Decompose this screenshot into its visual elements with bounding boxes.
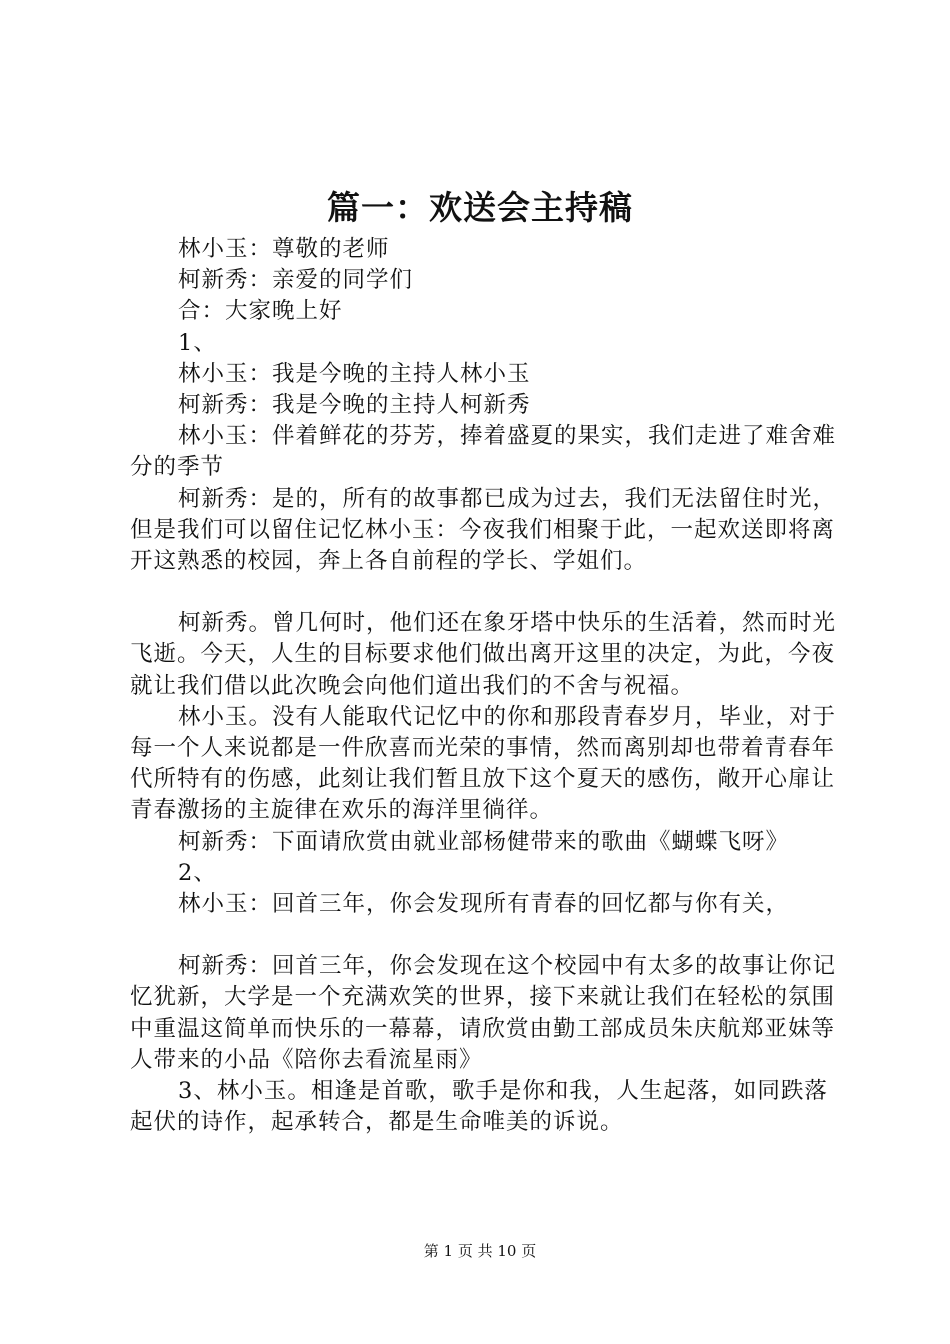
paragraph-spacer [130, 577, 850, 608]
paragraph: 林小玉：我是今晚的主持人林小玉 [178, 360, 531, 387]
paragraph-spacer [130, 920, 850, 951]
paragraph: 柯新秀：是的，所有的故事都已成为过去，我们无法留住时光，但是我们可以留住记忆林小玉：今夜我们相聚于此，一起欢送即将离开这熟悉的校园，奔上各自前程的学长、学姐们。 [130, 485, 837, 575]
paragraph: 柯新秀：回首三年，你会发现在这个校园中有太多的故事让你记忆犹新，大学是一个充满欢笑的世界，接下来就让我们在轻松的氛围中重温这简单而快乐的一幕幕，请欣赏由勤工部成员朱庆航郑亚妹等人带来的小品《陪你去看流星雨》 [130, 953, 837, 1073]
paragraph: 柯新秀。曾几何时，他们还在象牙塔中快乐的生活着，然而时光飞逝。今天，人生的目标要求他们做出离开这里的决定，为此，今夜就让我们借以此次晚会向他们道出我们的不舍与祝福。 [130, 610, 837, 699]
paragraph: 柯新秀：下面请欣赏由就业部杨健带来的歌曲《蝴蝶飞呀》 [178, 828, 790, 855]
paragraph: 林小玉。没有人能取代记忆中的你和那段青春岁月，毕业，对于每一个人来说都是一件欣喜而光荣的事情，然而离别却也带着青春年代所特有的伤感，此刻让我们暂且放下这个夏天的感伤，敞开心扉让青春激扬的主旋律在欢乐的海洋里徜徉。 [130, 703, 837, 824]
paragraph: 柯新秀：亲爱的同学们 [178, 267, 414, 294]
paragraph: 柯新秀：我是今晚的主持人柯新秀 [178, 392, 531, 419]
paragraph: 合：大家晚上好 [178, 298, 343, 325]
paragraph: 3、林小玉。相逢是首歌，歌手是你和我，人生起落，如同跌落起伏的诗作，起承转合，都是生命唯美的诉说。 [130, 1078, 828, 1136]
paragraph: 2、 [178, 859, 217, 886]
paragraph: 1、 [178, 329, 217, 356]
document-body [130, 234, 850, 1138]
paragraph: 林小玉：回首三年，你会发现所有青春的回忆都与你有关， [178, 891, 790, 918]
paragraph: 林小玉：伴着鲜花的芬芳，捧着盛夏的果实，我们走进了难舍难分的季节 [130, 423, 837, 481]
paragraph: 林小玉：尊敬的老师 [178, 236, 390, 262]
page-number: 第 1 页 共 10 页 [423, 1242, 537, 1260]
document-title: 篇一：欢送会主持稿 [327, 188, 633, 227]
